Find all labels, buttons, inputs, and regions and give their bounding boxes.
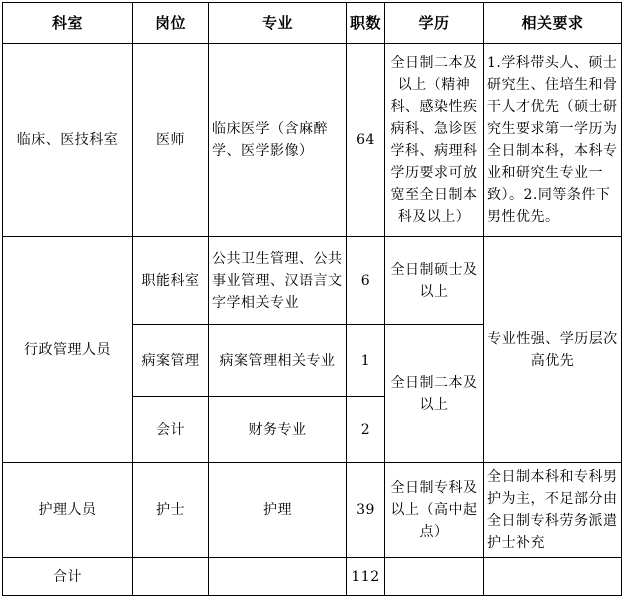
admin-post-records: 病案管理 — [133, 325, 209, 397]
admin-post-accounting: 会计 — [133, 397, 209, 463]
admin-count-functional: 6 — [347, 237, 385, 325]
total-count: 112 — [347, 558, 385, 596]
total-empty-post — [133, 558, 209, 596]
admin-edu-shared: 全日制二本及以上 — [385, 325, 484, 463]
nursing-req: 全日制本科和专科男护为主，不足部分由全日制专科劳务派遣护士补充 — [484, 463, 622, 558]
admin-req: 专业性强、学历层次高优先 — [484, 237, 622, 463]
admin-post-functional: 职能科室 — [133, 237, 209, 325]
table-row-total — [3, 558, 622, 596]
nursing-major: 护理 — [209, 463, 347, 558]
clinical-major: 临床医学（含麻醉学、医学影像） — [209, 44, 347, 237]
nursing-edu: 全日制专科及以上（高中起点） — [385, 463, 484, 558]
header-dept: 科室 — [3, 3, 133, 44]
recruitment-table — [2, 2, 622, 596]
table-row-nursing — [3, 463, 622, 558]
header-count: 职数 — [347, 3, 385, 44]
clinical-edu: 全日制二本及以上（精神科、感染性疾病科、急诊医学科、病理科学历要求可放宽至全日制本科及以上） — [385, 44, 484, 237]
admin-dept: 行政管理人员 — [3, 237, 133, 463]
table-row-admin-functional — [3, 237, 622, 325]
table-row-clinical — [3, 44, 622, 237]
clinical-count: 64 — [347, 44, 385, 237]
admin-count-accounting: 2 — [347, 397, 385, 463]
total-empty-edu — [385, 558, 484, 596]
admin-major-functional: 公共卫生管理、公共事业管理、汉语言文字学相关专业 — [209, 237, 347, 325]
nursing-post: 护士 — [133, 463, 209, 558]
admin-edu-functional: 全日制硕士及以上 — [385, 237, 484, 325]
total-label: 合计 — [3, 558, 133, 596]
nursing-count: 39 — [347, 463, 385, 558]
header-edu: 学历 — [385, 3, 484, 44]
header-req: 相关要求 — [484, 3, 622, 44]
total-empty-major — [209, 558, 347, 596]
header-row — [3, 3, 622, 44]
header-post: 岗位 — [133, 3, 209, 44]
clinical-post: 医师 — [133, 44, 209, 237]
header-major: 专业 — [209, 3, 347, 44]
admin-major-accounting: 财务专业 — [209, 397, 347, 463]
admin-count-records: 1 — [347, 325, 385, 397]
nursing-dept: 护理人员 — [3, 463, 133, 558]
admin-major-records: 病案管理相关专业 — [209, 325, 347, 397]
clinical-dept: 临床、医技科室 — [3, 44, 133, 237]
clinical-req: 1.学科带头人、硕士研究生、住培生和骨干人才优先（硕士研究生要求第一学历为全日制本科，本科专业和研究生专业一致）。2.同等条件下男性优先。 — [484, 44, 622, 237]
total-empty-req — [484, 558, 622, 596]
